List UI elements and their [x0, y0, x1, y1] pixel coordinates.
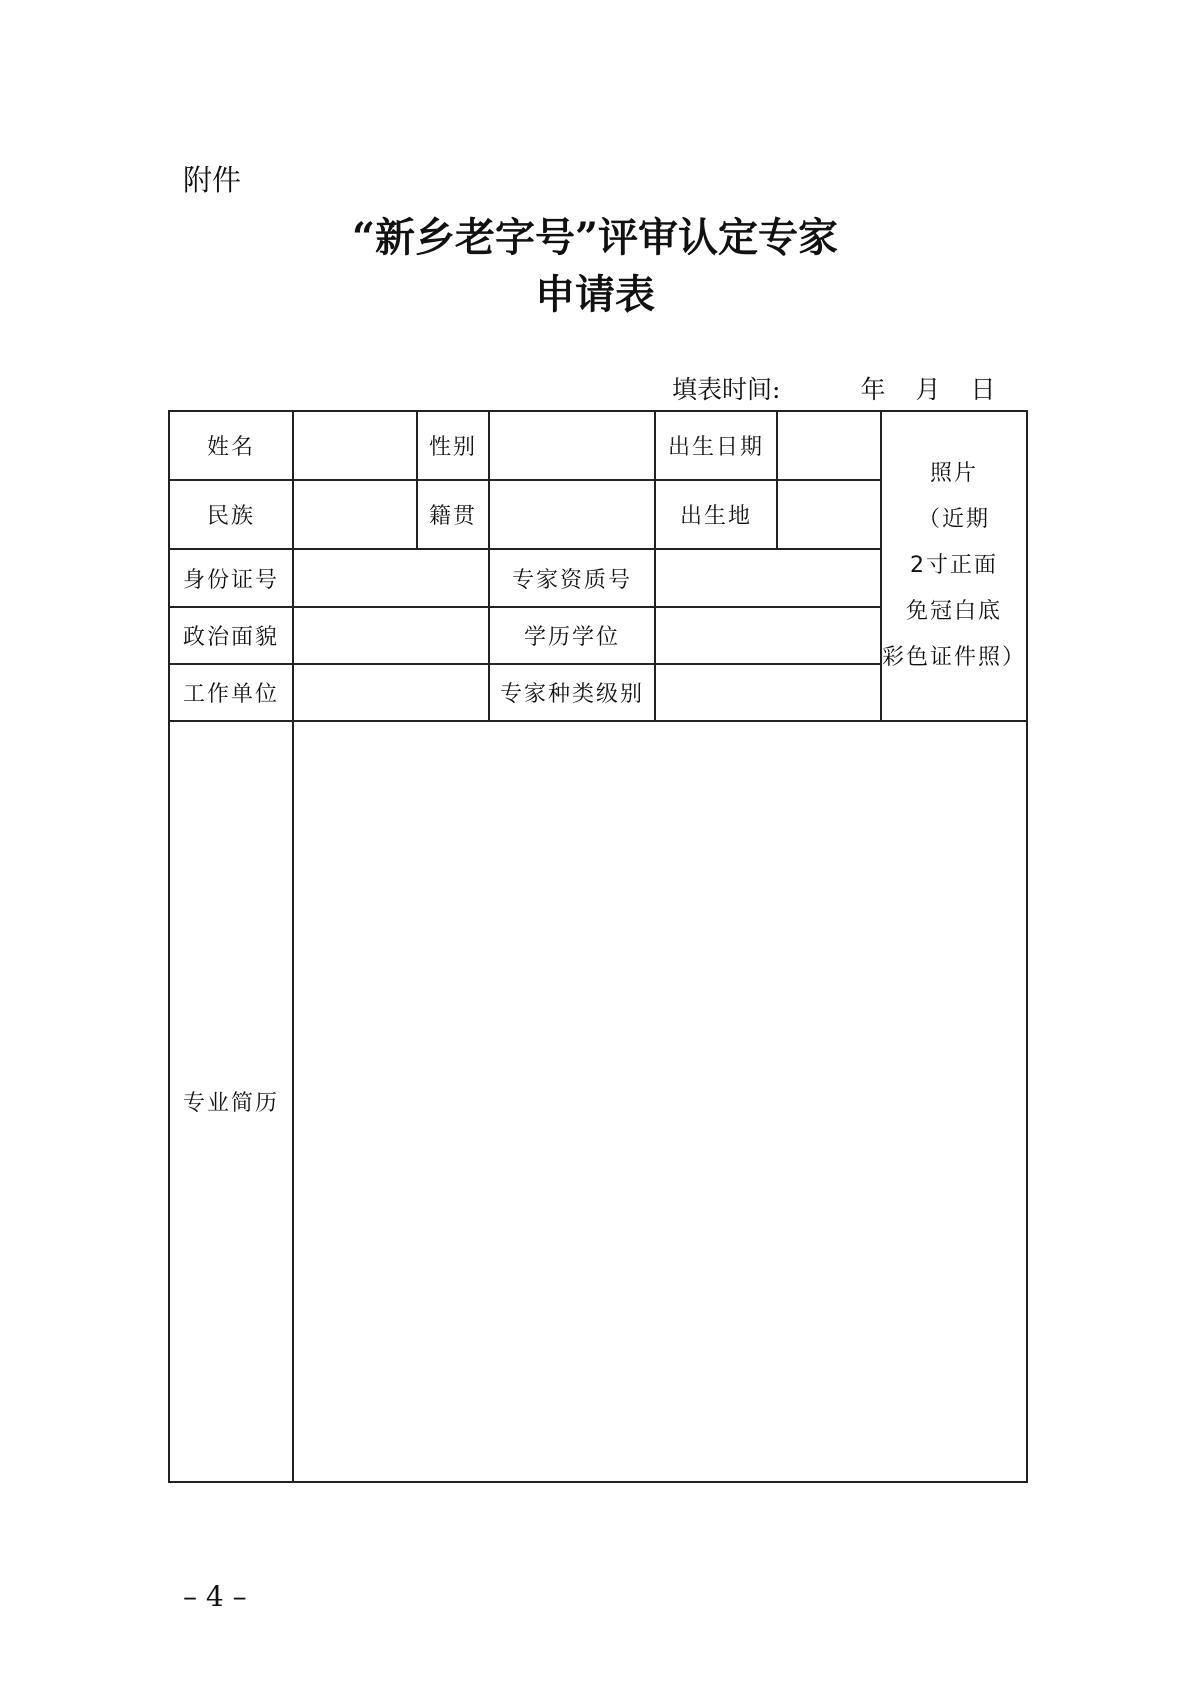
native-place-label: 籍贯: [417, 480, 489, 549]
photo-label-1: 照片: [930, 461, 979, 486]
page-number: – 4 –: [183, 1580, 247, 1613]
political-status-field[interactable]: [293, 607, 489, 664]
birth-date-field[interactable]: [777, 411, 881, 480]
fill-date-day: 日: [970, 375, 996, 404]
form-title-line2: 申请表: [535, 271, 655, 318]
fill-date-year: 年: [860, 375, 886, 404]
education-field[interactable]: [655, 607, 881, 664]
expert-category-label: 专家种类级别: [489, 664, 655, 721]
expert-qualification-field[interactable]: [655, 549, 881, 607]
expert-qualification-label: 专家资质号: [489, 549, 655, 607]
ethnicity-label: 民族: [169, 480, 293, 549]
fill-date-label: 填表时间:: [672, 375, 781, 404]
ethnicity-field[interactable]: [293, 480, 417, 549]
birthplace-field[interactable]: [777, 480, 881, 549]
form-title-line1: “新乡老字号”评审认定专家: [351, 214, 838, 261]
photo-label-4: 免冠白底: [906, 599, 1003, 624]
photo-label-2: （近期: [918, 507, 991, 532]
gender-label: 性别: [417, 411, 489, 480]
id-number-label: 身份证号: [169, 549, 293, 607]
birth-date-label: 出生日期: [655, 411, 777, 480]
native-place-field[interactable]: [489, 480, 655, 549]
photo-box[interactable]: [881, 411, 1027, 721]
expert-category-field[interactable]: [655, 664, 881, 721]
attachment-label: 附件: [183, 163, 242, 197]
photo-label-5: 彩色证件照）: [882, 645, 1027, 670]
political-status-label: 政治面貌: [169, 607, 293, 664]
fill-date: [672, 370, 995, 406]
name-field[interactable]: [293, 411, 417, 480]
resume-label: 专业简历: [169, 721, 293, 1482]
fill-date-month: 月: [915, 375, 941, 404]
id-number-field[interactable]: [293, 549, 489, 607]
name-label: 姓名: [169, 411, 293, 480]
work-unit-label: 工作单位: [169, 664, 293, 721]
application-form: [168, 410, 1028, 1483]
birthplace-label: 出生地: [655, 480, 777, 549]
photo-label-3: 2寸正面: [910, 553, 998, 578]
resume-field[interactable]: [293, 721, 1027, 1482]
gender-field[interactable]: [489, 411, 655, 480]
work-unit-field[interactable]: [293, 664, 489, 721]
education-label: 学历学位: [489, 607, 655, 664]
